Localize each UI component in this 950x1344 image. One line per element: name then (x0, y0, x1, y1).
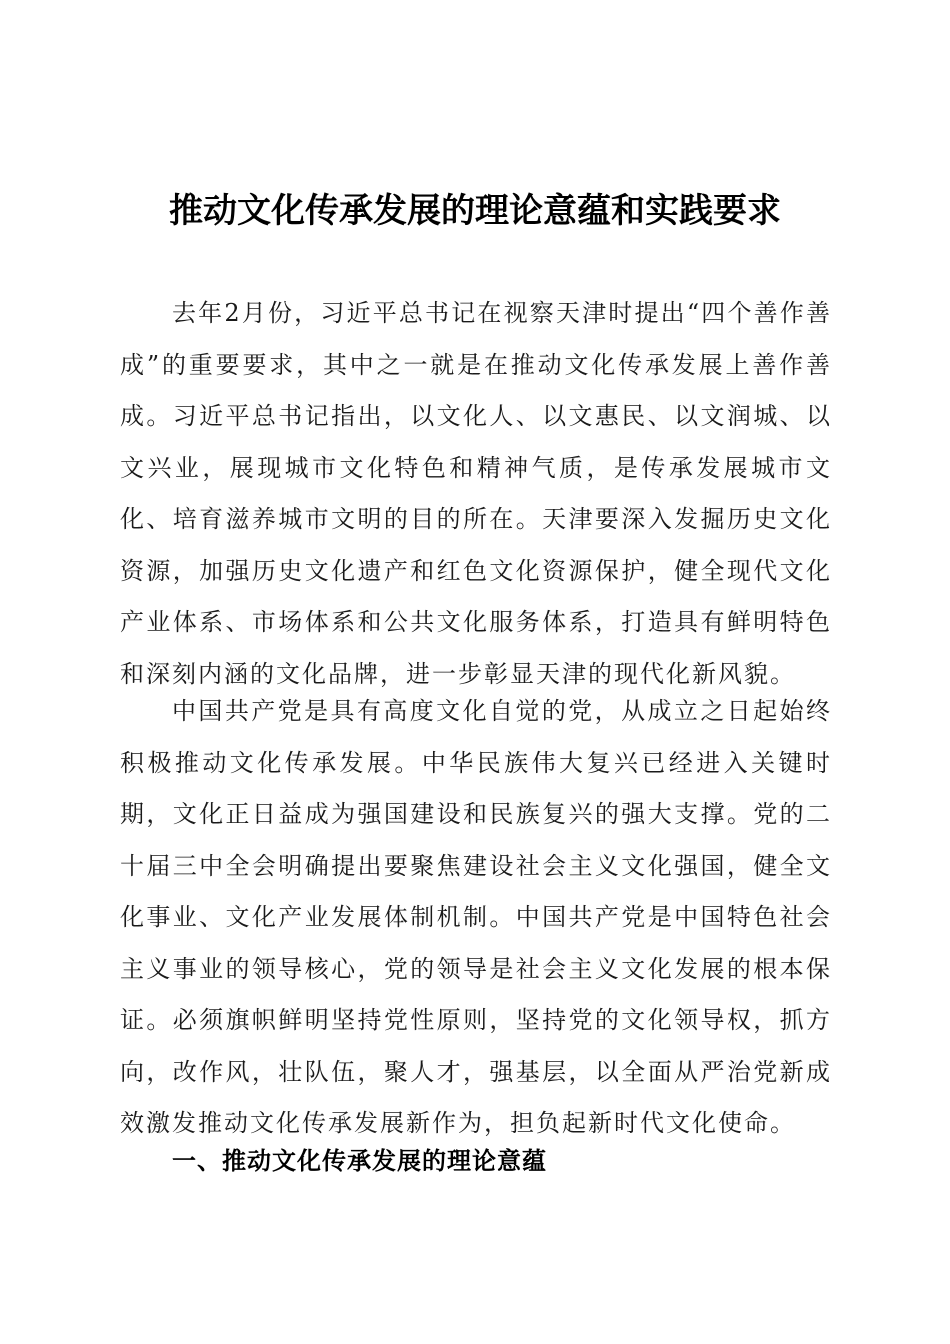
paragraph-1: 去年2月份，习近平总书记在视察天津时提出“四个善作善成”的重要要求，其中之一就是在推动文化传承发展上善作善成。习近平总书记指出，以文化人、以文惠民、以文润城、以文兴业，展现城市文化特色和精神气质，是传承发展城市文化、培育滋养城市文明的目的所在。天津要深入发掘历史文化资源，加强历史文化遗产和红色文化资源保护，健全现代文化产业体系、市场体系和公共文化服务体系，打造具有鲜明特色和深刻内涵的文化品牌，进一步彰显天津的现代化新风貌。 (120, 299, 832, 688)
section-heading: 一、推动文化传承发展的理论意蕴 (172, 1147, 547, 1175)
paragraph-2: 中国共产党是具有高度文化自觉的党，从成立之日起始终积极推动文化传承发展。中华民族伟大复兴已经进入关键时期，文化正日益成为强国建设和民族复兴的强大支撑。党的二十届三中全会明确提出要聚焦建设社会主义文化强国，健全文化事业、文化产业发展体制机制。中国共产党是中国特色社会主义事业的领导核心，党的领导是社会主义文化发展的根本保证。必须旗帜鲜明坚持党性原则，坚持党的文化领导权，抓方向，改作风，壮队伍，聚人才，强基层，以全面从严治党新成效激发推动文化传承发展新作为，担负起新时代文化使命。 (120, 697, 832, 1137)
document-title: 推动文化传承发展的理论意蕴和实践要求 (169, 191, 781, 231)
